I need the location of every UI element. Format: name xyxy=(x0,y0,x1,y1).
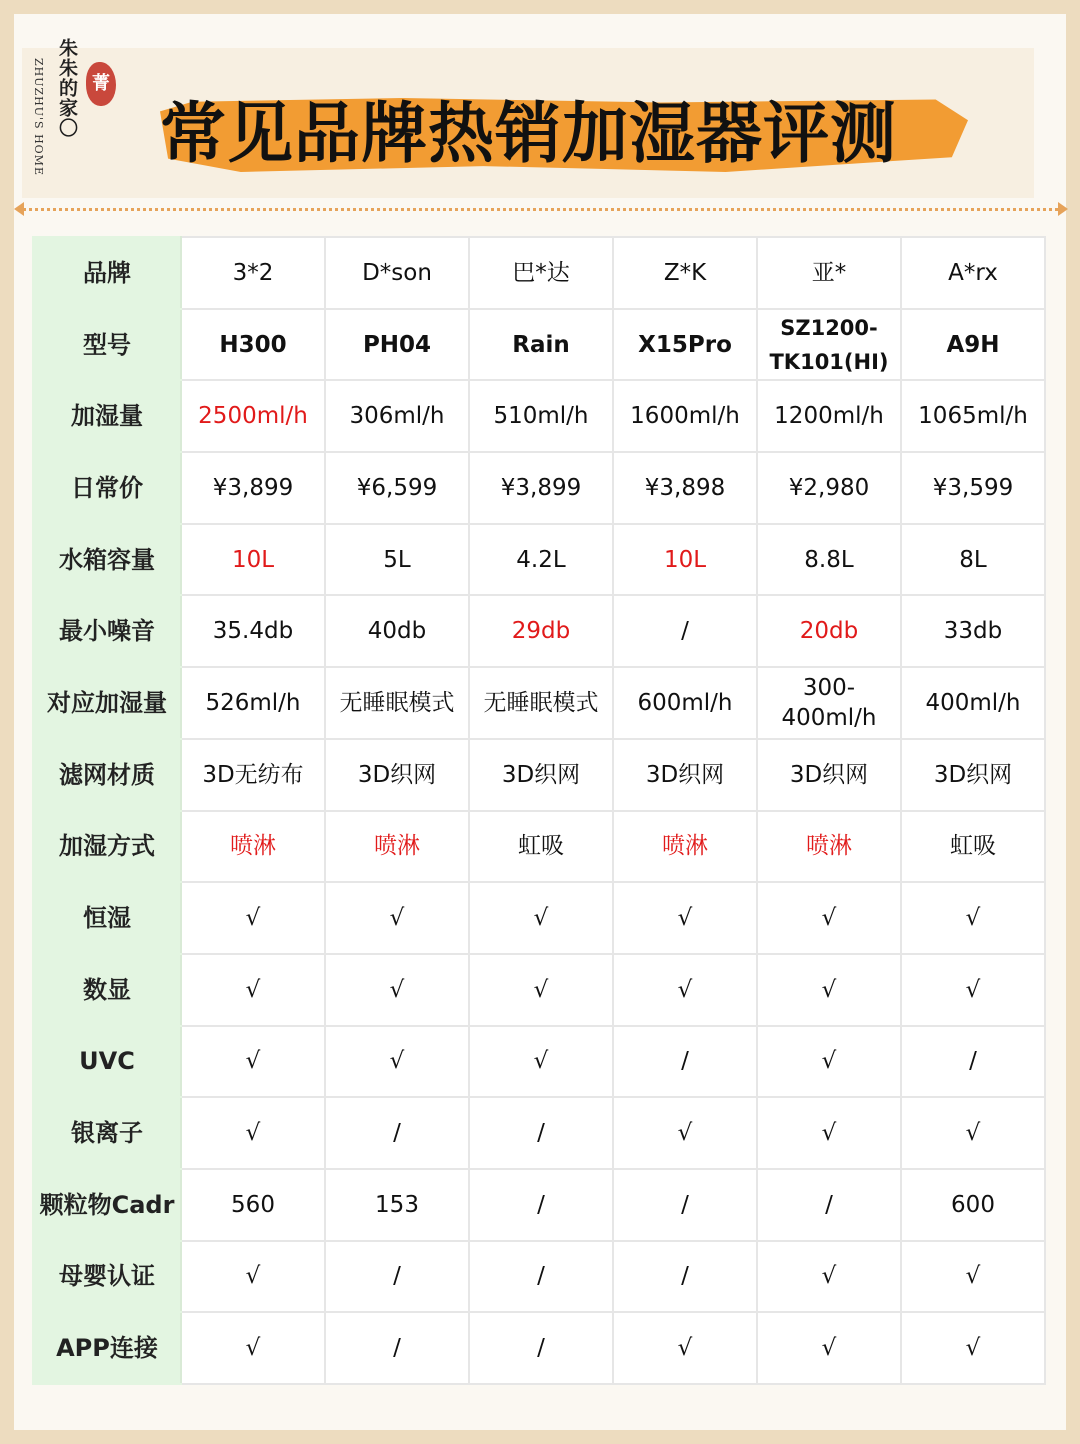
table-cell: √ xyxy=(757,882,901,954)
table-cell: / xyxy=(325,1097,469,1169)
table-cell: √ xyxy=(613,882,757,954)
table-cell: 3D织网 xyxy=(469,739,613,811)
table-cell: √ xyxy=(469,1026,613,1098)
table-cell: √ xyxy=(469,882,613,954)
table-cell: 10L xyxy=(613,524,757,596)
dotted-divider xyxy=(18,208,1064,211)
table-cell: 2500ml/h xyxy=(181,380,325,452)
row-label: 型号 xyxy=(33,309,181,381)
table-cell: 3*2 xyxy=(181,237,325,309)
row-label: 最小噪音 xyxy=(33,595,181,667)
table-row xyxy=(33,1241,1045,1313)
table-cell: 10L xyxy=(181,524,325,596)
table-cell: √ xyxy=(469,954,613,1026)
row-label: 加湿量 xyxy=(33,380,181,452)
table-row xyxy=(33,667,1045,739)
table-cell: ¥2,980 xyxy=(757,452,901,524)
table-cell: 153 xyxy=(325,1169,469,1241)
table-row xyxy=(33,524,1045,596)
table-cell: 29db xyxy=(469,595,613,667)
table-cell: ¥6,599 xyxy=(325,452,469,524)
row-label: 颗粒物Cadr xyxy=(33,1169,181,1241)
table-cell: 喷淋 xyxy=(757,811,901,883)
table-cell: √ xyxy=(613,1097,757,1169)
table-row xyxy=(33,1097,1045,1169)
table-cell: 虹吸 xyxy=(901,811,1045,883)
table-cell: 510ml/h xyxy=(469,380,613,452)
table-cell: / xyxy=(469,1312,613,1384)
table-cell: √ xyxy=(181,954,325,1026)
table-cell: / xyxy=(469,1241,613,1313)
table-cell: / xyxy=(613,595,757,667)
table-cell: 8.8L xyxy=(757,524,901,596)
table-cell: / xyxy=(469,1169,613,1241)
table-cell: √ xyxy=(325,1026,469,1098)
table-cell: A9H xyxy=(901,309,1045,381)
table-cell: 560 xyxy=(181,1169,325,1241)
page-title: 常见品牌热销加湿器评测 xyxy=(160,95,897,172)
table-cell: ¥3,899 xyxy=(181,452,325,524)
table-cell: 306ml/h xyxy=(325,380,469,452)
table-row xyxy=(33,1312,1045,1384)
table-cell: PH04 xyxy=(325,309,469,381)
table-cell: √ xyxy=(901,882,1045,954)
table-row xyxy=(33,1169,1045,1241)
logo-english: ZHUZHU'S HOME xyxy=(32,58,45,176)
table-cell: / xyxy=(325,1312,469,1384)
row-label: 日常价 xyxy=(33,452,181,524)
table-cell: 虹吸 xyxy=(469,811,613,883)
table-cell: 400ml/h xyxy=(901,667,1045,739)
table-cell: 喷淋 xyxy=(325,811,469,883)
table-cell: Z*K xyxy=(613,237,757,309)
table-cell: / xyxy=(613,1241,757,1313)
table-cell: 33db xyxy=(901,595,1045,667)
table-cell: √ xyxy=(325,882,469,954)
row-label: 恒湿 xyxy=(33,882,181,954)
table-row xyxy=(33,380,1045,452)
table-cell: / xyxy=(901,1026,1045,1098)
table-cell: √ xyxy=(757,1026,901,1098)
row-label: APP连接 xyxy=(33,1312,181,1384)
table-cell: 20db xyxy=(757,595,901,667)
table-cell: / xyxy=(325,1241,469,1313)
table-row xyxy=(33,1026,1045,1098)
table-cell: √ xyxy=(757,954,901,1026)
table-cell: √ xyxy=(901,954,1045,1026)
table-cell: 5L xyxy=(325,524,469,596)
table-cell: X15Pro xyxy=(613,309,757,381)
table-cell: 1200ml/h xyxy=(757,380,901,452)
row-label: 品牌 xyxy=(33,237,181,309)
table-cell: 3D织网 xyxy=(901,739,1045,811)
comparison-table xyxy=(32,236,1046,1385)
table-row xyxy=(33,811,1045,883)
table-cell: ¥3,899 xyxy=(469,452,613,524)
table-cell: √ xyxy=(757,1312,901,1384)
row-label: 数显 xyxy=(33,954,181,1026)
logo-text: 朱朱的家〇 xyxy=(56,38,78,138)
table-cell: 40db xyxy=(325,595,469,667)
row-label: 银离子 xyxy=(33,1097,181,1169)
table-cell: 巴*达 xyxy=(469,237,613,309)
table-cell: 无睡眠模式 xyxy=(469,667,613,739)
table-cell: / xyxy=(757,1169,901,1241)
table-cell: A*rx xyxy=(901,237,1045,309)
row-label: 滤网材质 xyxy=(33,739,181,811)
table-cell: / xyxy=(613,1026,757,1098)
table-cell: 3D织网 xyxy=(325,739,469,811)
table-cell: 亚* xyxy=(757,237,901,309)
seal-stamp: 菁 xyxy=(86,62,116,106)
table-cell: SZ1200-TK101(HI) xyxy=(757,309,901,381)
table-row xyxy=(33,309,1045,381)
row-label: 水箱容量 xyxy=(33,524,181,596)
table-cell: 526ml/h xyxy=(181,667,325,739)
table-cell: √ xyxy=(901,1312,1045,1384)
table-cell: 1065ml/h xyxy=(901,380,1045,452)
table-cell: √ xyxy=(757,1097,901,1169)
table-cell: √ xyxy=(613,1312,757,1384)
row-label: UVC xyxy=(33,1026,181,1098)
table-cell: / xyxy=(469,1097,613,1169)
table-cell: 35.4db xyxy=(181,595,325,667)
table-cell: H300 xyxy=(181,309,325,381)
table-row xyxy=(33,452,1045,524)
table-cell: √ xyxy=(181,1097,325,1169)
table-cell: √ xyxy=(181,1241,325,1313)
table-cell: 600 xyxy=(901,1169,1045,1241)
table-row xyxy=(33,595,1045,667)
table-cell: 300-400ml/h xyxy=(757,667,901,739)
table-row xyxy=(33,237,1045,309)
row-label: 对应加湿量 xyxy=(33,667,181,739)
table-cell: ¥3,898 xyxy=(613,452,757,524)
table-cell: 4.2L xyxy=(469,524,613,596)
table-cell: 3D织网 xyxy=(613,739,757,811)
row-label: 加湿方式 xyxy=(33,811,181,883)
table-cell: 3D无纺布 xyxy=(181,739,325,811)
table-cell: √ xyxy=(613,954,757,1026)
table-cell: √ xyxy=(181,1312,325,1384)
table-cell: √ xyxy=(901,1097,1045,1169)
table-row xyxy=(33,954,1045,1026)
table-cell: / xyxy=(613,1169,757,1241)
row-label: 母婴认证 xyxy=(33,1241,181,1313)
table-cell: D*son xyxy=(325,237,469,309)
table-cell: 600ml/h xyxy=(613,667,757,739)
table-cell: 喷淋 xyxy=(181,811,325,883)
table-cell: √ xyxy=(181,882,325,954)
table-row xyxy=(33,882,1045,954)
table-cell: √ xyxy=(757,1241,901,1313)
comparison-table-body xyxy=(33,237,1045,1384)
table-cell: 1600ml/h xyxy=(613,380,757,452)
table-cell: ¥3,599 xyxy=(901,452,1045,524)
table-cell: 3D织网 xyxy=(757,739,901,811)
table-cell: √ xyxy=(181,1026,325,1098)
table-row xyxy=(33,739,1045,811)
table-cell: √ xyxy=(901,1241,1045,1313)
table-cell: 无睡眠模式 xyxy=(325,667,469,739)
table-cell: 8L xyxy=(901,524,1045,596)
table-cell: √ xyxy=(325,954,469,1026)
divider-arrow-right xyxy=(1058,202,1068,216)
table-cell: 喷淋 xyxy=(613,811,757,883)
table-cell: Rain xyxy=(469,309,613,381)
